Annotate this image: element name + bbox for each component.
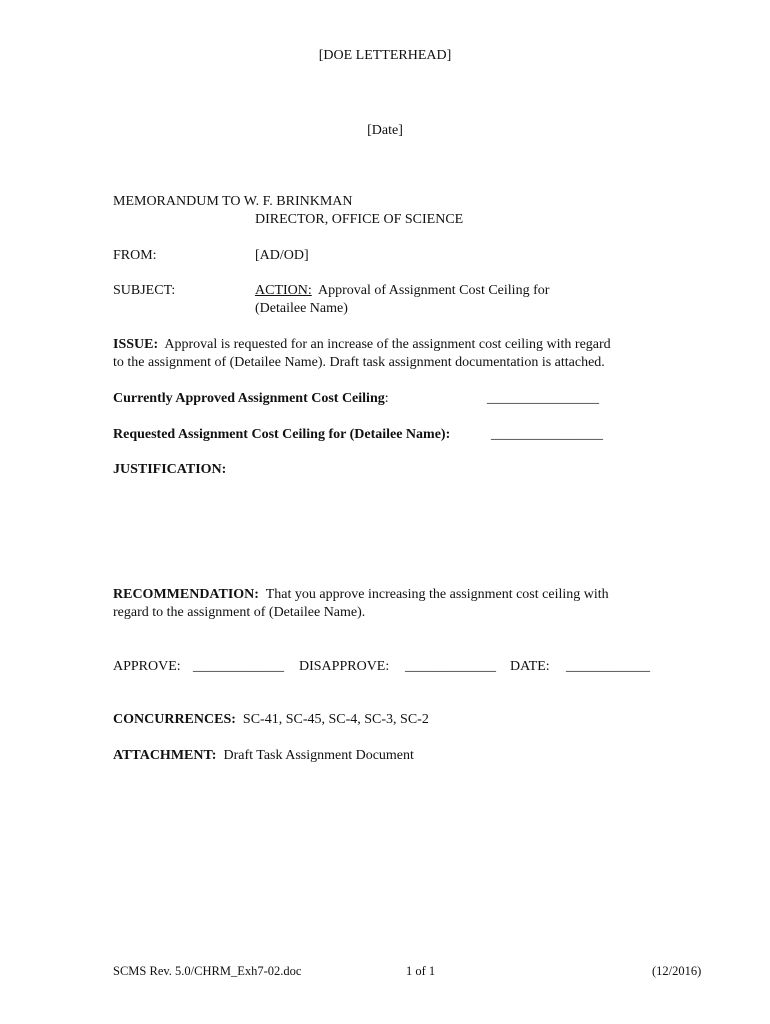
date-blank: ____________: [566, 659, 650, 674]
letterhead-placeholder: [DOE LETTERHEAD]: [318, 48, 452, 63]
subject-text-2: (Detailee Name): [255, 301, 348, 316]
subject-line: [255, 282, 549, 300]
from-value: [AD/OD]: [255, 248, 309, 263]
recommendation-label: RECOMMENDATION:: [113, 587, 259, 602]
concurrences-line: [113, 711, 429, 729]
subject-label: SUBJECT:: [113, 283, 176, 298]
approve-blank: _____________: [193, 659, 284, 674]
date-label: DATE:: [510, 659, 550, 674]
concurrences-label: CONCURRENCES:: [113, 712, 236, 727]
current-ceiling-label: Currently Approved Assignment Cost Ceiling: [113, 391, 385, 406]
memo-to-title: DIRECTOR, OFFICE OF SCIENCE: [255, 212, 464, 227]
attachment-label: ATTACHMENT:: [113, 748, 217, 763]
subject-text: Approval of Assignment Cost Ceiling for: [318, 283, 550, 298]
footer-doc-id: SCMS Rev. 5.0/CHRM_Exh7-02.doc: [113, 964, 302, 978]
subject-action: ACTION:: [255, 283, 312, 298]
requested-ceiling-label: Requested Assignment Cost Ceiling for (Detailee Name):: [113, 427, 451, 442]
attachment-line: [113, 747, 414, 765]
approve-label: APPROVE:: [113, 659, 181, 674]
from-label: FROM:: [113, 248, 157, 263]
footer-page-number: 1 of 1: [406, 964, 436, 978]
memo-to-line: [113, 193, 353, 211]
memo-to-name: W. F. BRINKMAN: [243, 194, 353, 209]
footer-revision-date: (12/2016): [652, 964, 702, 978]
current-ceiling-row: [113, 390, 389, 408]
recommendation-line-1: [113, 586, 609, 604]
recommendation-text-2: regard to the assignment of (Detailee Name).: [113, 605, 366, 620]
issue-text-2: to the assignment of (Detailee Name). Draft task assignment documentation is attached.: [113, 355, 605, 370]
issue-text-1: Approval is requested for an increase of the assignment cost ceiling with regard: [164, 337, 611, 352]
memo-to-label: MEMORANDUM TO: [113, 194, 241, 209]
disapprove-label: DISAPPROVE:: [299, 659, 390, 674]
attachment-value: Draft Task Assignment Document: [223, 748, 414, 763]
concurrences-value: SC-41, SC-45, SC-4, SC-3, SC-2: [242, 712, 429, 727]
justification-label: JUSTIFICATION:: [113, 462, 227, 477]
issue-line-1: [113, 336, 611, 354]
issue-label: ISSUE:: [113, 337, 159, 352]
memo-date: [Date]: [367, 123, 403, 138]
recommendation-text-1: That you approve increasing the assignment cost ceiling with: [265, 587, 609, 602]
disapprove-blank: _____________: [405, 659, 496, 674]
current-ceiling-colon: :: [384, 391, 389, 406]
current-ceiling-blank: ________________: [487, 391, 599, 406]
requested-ceiling-blank: ________________: [491, 427, 603, 442]
